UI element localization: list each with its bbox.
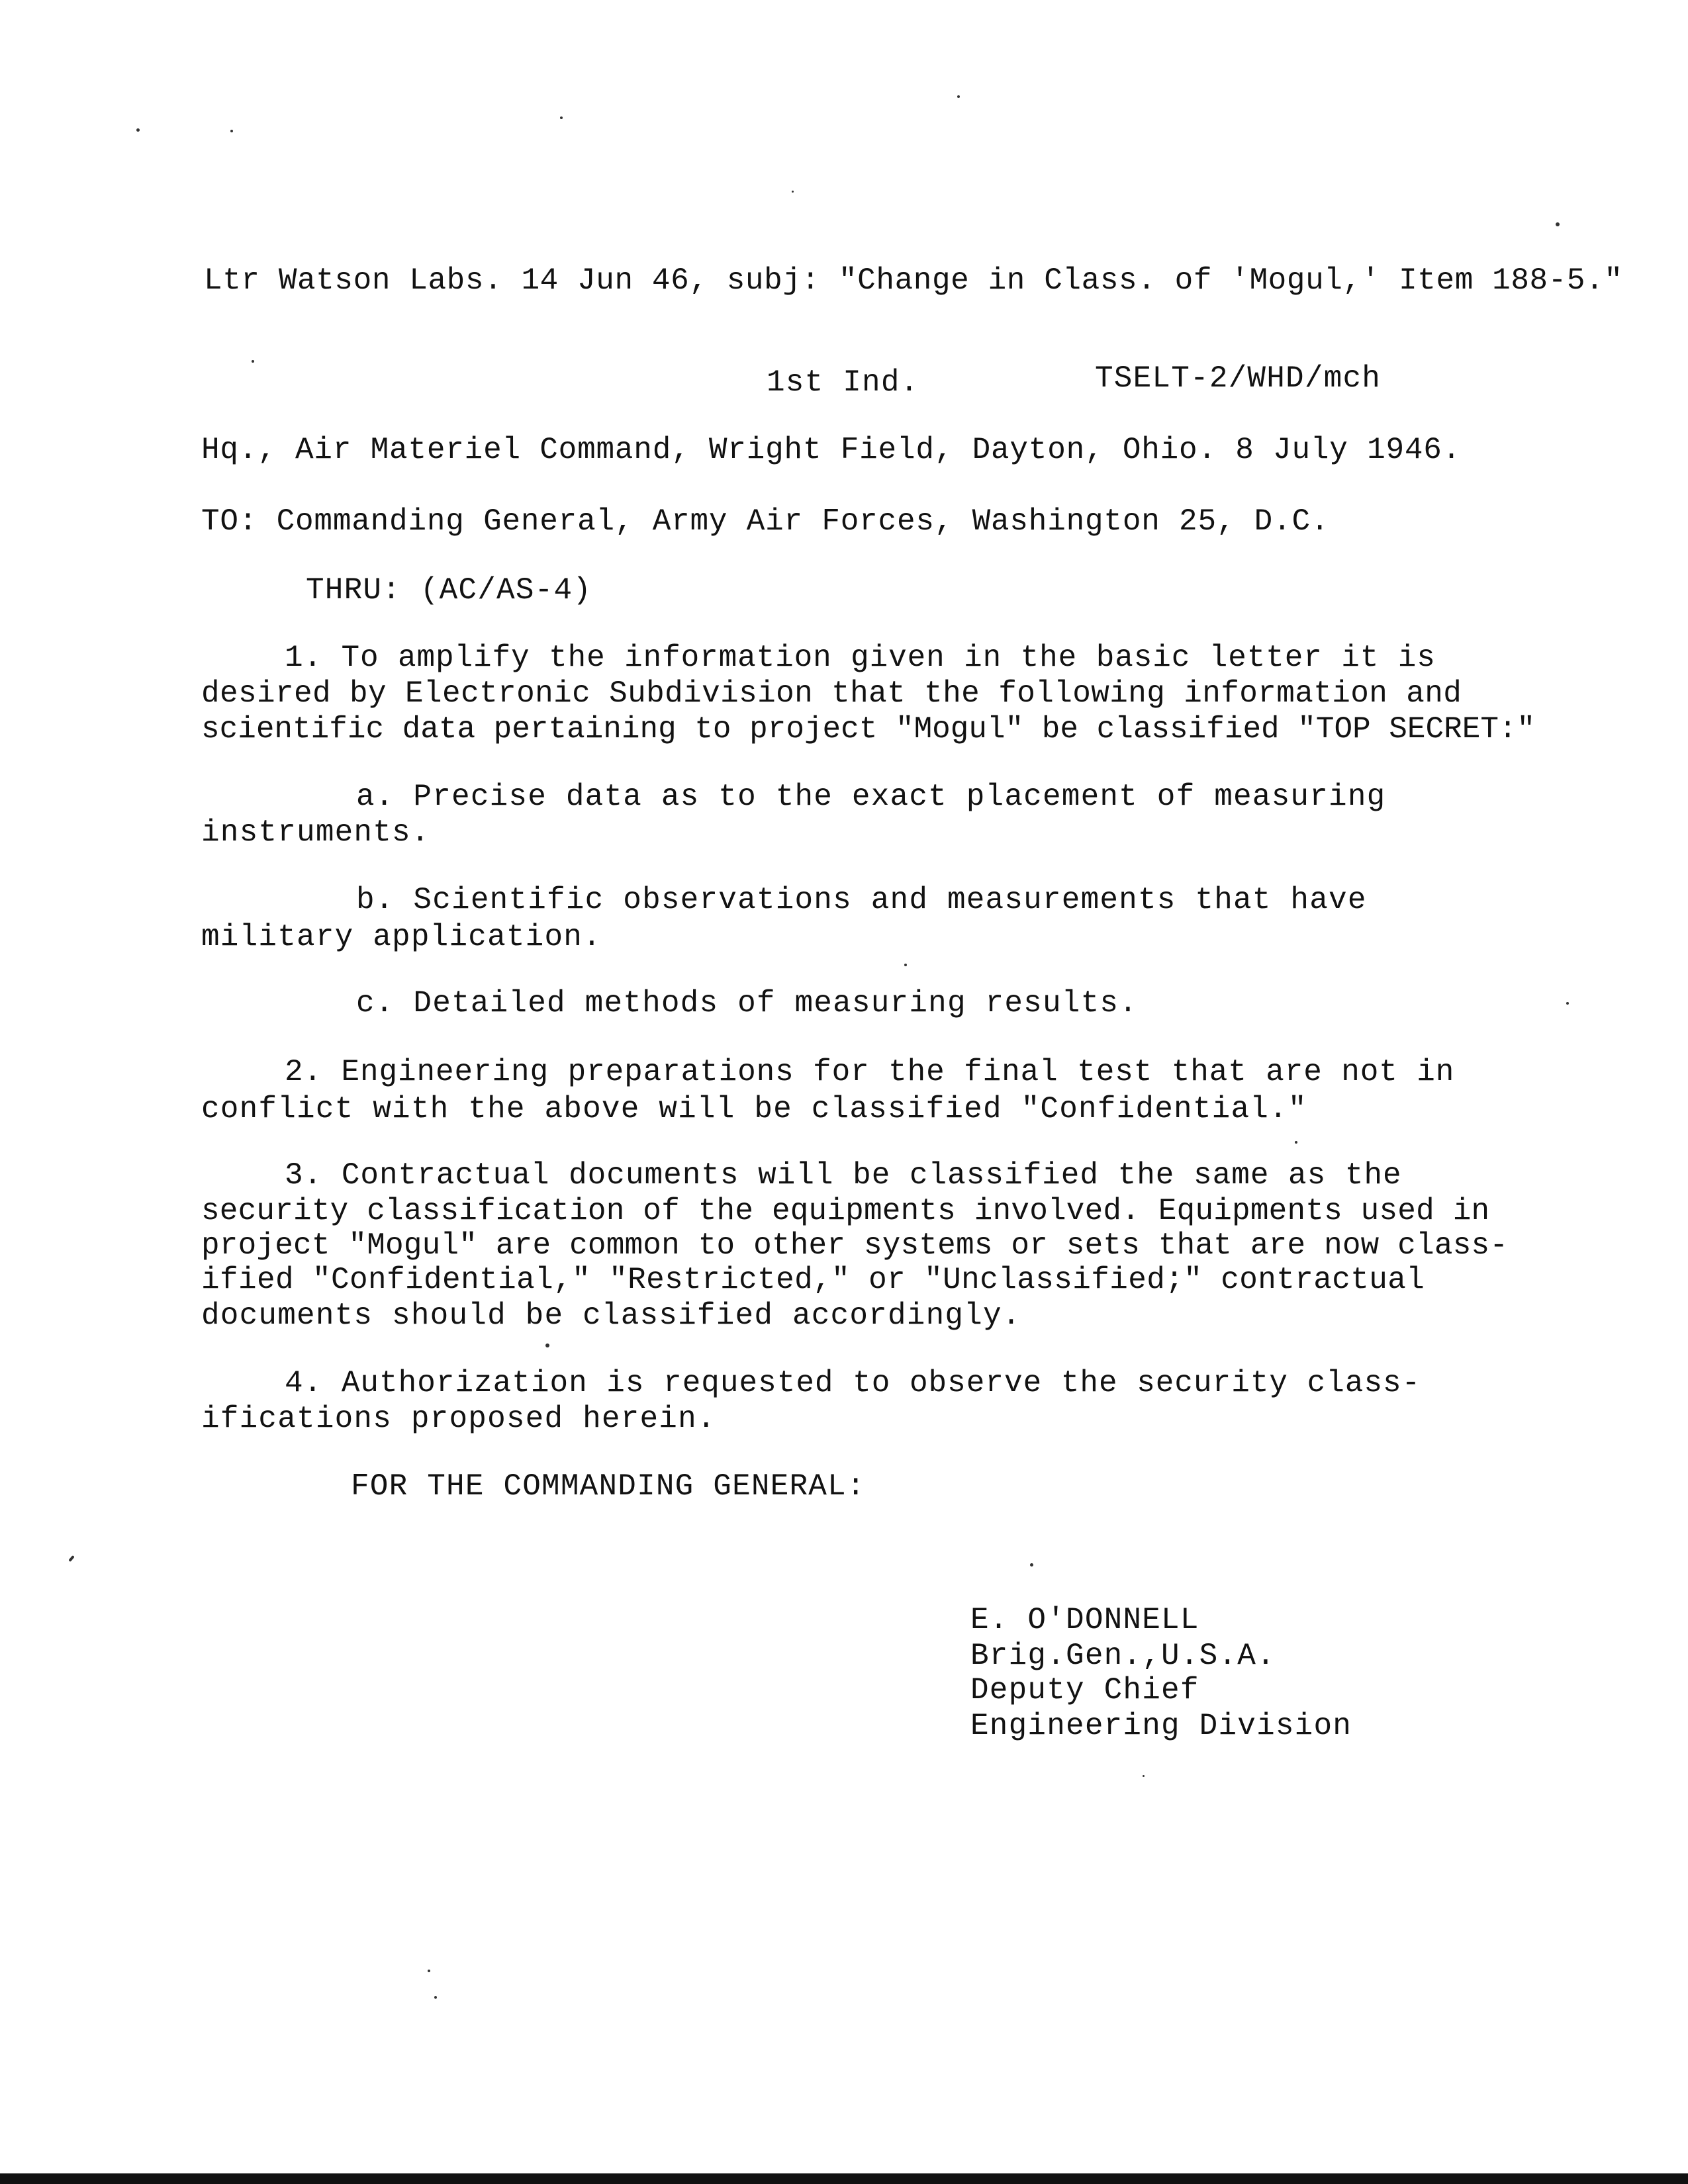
reference-line: Ltr Watson Labs. 14 Jun 46, subj: "Change in Class. of 'Mogul,' Item 188-5." xyxy=(204,263,1623,298)
signer-rank: Brig.Gen.,U.S.A. xyxy=(970,1639,1276,1673)
scan-speck xyxy=(560,116,563,119)
scan-speck xyxy=(230,130,233,132)
signer-title: Deputy Chief xyxy=(970,1673,1199,1707)
scan-speck xyxy=(434,1996,437,1999)
signer-division: Engineering Division xyxy=(970,1709,1352,1743)
paragraph-line: 3. Contractual documents will be classified the same as the xyxy=(285,1158,1402,1193)
paragraph-line: b. Scientific observations and measurements that have xyxy=(356,883,1367,917)
paragraph-line: 4. Authorization is requested to observe the security class- xyxy=(285,1366,1421,1400)
scan-speck xyxy=(1556,222,1560,226)
scan-speck xyxy=(792,191,794,193)
paragraph-line: a. Precise data as to the exact placement of measuring xyxy=(356,780,1386,814)
signer-name: E. O'DONNELL xyxy=(970,1603,1199,1637)
scan-speck xyxy=(957,95,960,98)
paragraph-line: ified "Confidential," "Restricted," or "Unclassified;" contractual xyxy=(201,1263,1425,1297)
indorsement-label: 1st Ind. xyxy=(767,365,919,400)
scan-speck xyxy=(252,360,254,363)
thru-line: THRU: (AC/AS-4) xyxy=(306,573,592,608)
scan-edge xyxy=(0,2173,1688,2184)
paragraph-line: conflict with the above will be classified "Confidential." xyxy=(201,1092,1307,1126)
authority-line: FOR THE COMMANDING GENERAL: xyxy=(351,1469,866,1504)
paragraph-line: documents should be classified accordingly. xyxy=(201,1298,1021,1333)
scan-speck xyxy=(68,1555,74,1562)
paragraph-line: c. Detailed methods of measuring results. xyxy=(356,986,1138,1021)
paragraph-line: 2. Engineering preparations for the final test that are not in xyxy=(285,1055,1455,1089)
scan-speck xyxy=(136,128,140,132)
from-line: Hq., Air Materiel Command, Wright Field, Dayton, Ohio. 8 July 1946. xyxy=(201,433,1462,467)
paragraph-line: ifications proposed herein. xyxy=(201,1402,716,1436)
scan-speck xyxy=(1143,1775,1145,1777)
paragraph-line: military application. xyxy=(201,920,602,954)
paragraph-line: 1. To amplify the information given in the basic letter it is xyxy=(285,641,1436,675)
scan-speck xyxy=(428,1970,430,1972)
scan-speck xyxy=(1295,1141,1297,1144)
scan-speck xyxy=(545,1343,549,1347)
paragraph-line: instruments. xyxy=(201,815,430,850)
paragraph-line: scientific data pertaining to project "Mogul" be classified "TOP SECRET:" xyxy=(201,712,1536,747)
paragraph-line: security classification of the equipments involved. Equipments used in xyxy=(201,1194,1490,1228)
scan-speck xyxy=(904,964,907,966)
scan-speck xyxy=(1566,1002,1569,1005)
paragraph-line: desired by Electronic Subdivision that the following information and xyxy=(201,676,1462,711)
scan-speck xyxy=(1030,1563,1033,1567)
to-line: TO: Commanding General, Army Air Forces, Washington 25, D.C. xyxy=(201,504,1330,539)
office-symbol: TSELT-2/WHD/mch xyxy=(1095,361,1382,396)
paragraph-line: project "Mogul" are common to other systems or sets that are now class- xyxy=(201,1228,1509,1263)
